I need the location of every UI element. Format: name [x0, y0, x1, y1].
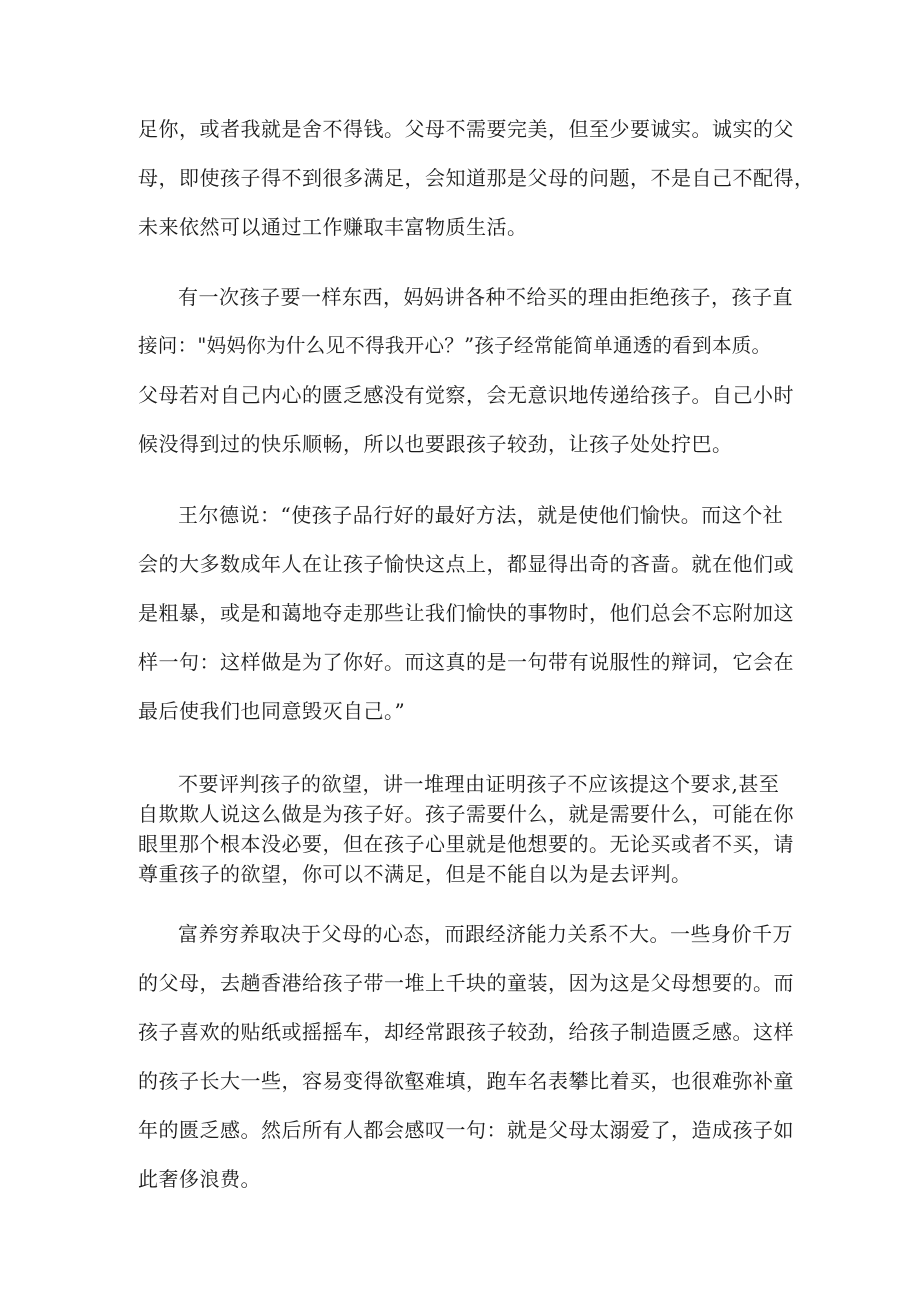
paragraph-5-line-4: 的孩子长大一些，容易变得欲壑难填，跑车名表攀比着买，也很难弥补童 — [138, 1069, 794, 1093]
paragraph-3-line-5: 最后使我们也同意毁灭自己。” — [138, 699, 406, 723]
paragraph-3-line-2: 会的大多数成年人在让孩子愉快这点上，都显得出奇的吝啬。就在他们或 — [138, 552, 794, 576]
paragraph-5-line-3: 孩子喜欢的贴纸或摇摇车，却经常跟孩子较劲，给孩子制造匮乏感。这样 — [138, 1020, 794, 1044]
paragraph-4-line-2: 自欺欺人说这么做是为孩子好。孩子需要什么，就是需要什么，可能在你 — [138, 802, 794, 826]
paragraph-4-line-1: 不要评判孩子的欲望，讲一堆理由证明孩子不应该提这个要求,甚至 — [178, 772, 780, 796]
paragraph-4-line-4: 尊重孩子的欲望，你可以不满足，但是不能自以为是去评判。 — [138, 862, 692, 886]
paragraph-3-line-4: 样一句：这样做是为了你好。而这真的是一句带有说服性的辩词，它会在 — [138, 650, 794, 674]
paragraph-1-line-3: 未来依然可以通过工作赚取丰富物质生活。 — [138, 215, 528, 239]
paragraph-5-line-6: 此奢侈浪费。 — [138, 1167, 261, 1191]
paragraph-2-line-2: 接问："妈妈你为什么见不得我开心？”孩子经常能简单通透的看到本质。 — [138, 334, 772, 357]
paragraph-2-line-1: 有一次孩子要一样东西，妈妈讲各种不给买的理由拒绝孩子，孩子直 — [178, 285, 793, 309]
paragraph-3-line-1: 王尔德说：“使孩子品行好的最好方法，就是使他们愉快。而这个社 — [178, 503, 784, 527]
paragraph-5-line-2: 的父母，去趟香港给孩子带一堆上千块的童装，因为这是父母想要的。而 — [138, 971, 794, 995]
paragraph-2-line-4: 候没得到过的快乐顺畅，所以也要跟孩子较劲，让孩子处处拧巴。 — [138, 432, 733, 456]
paragraph-5-line-1: 富养穷养取决于父母的心态，而跟经济能力关系不大。一些身价千万 — [178, 922, 793, 946]
paragraph-2-line-3: 父母若对自己内心的匮乏感没有觉察，会无意识地传递给孩子。自己小时 — [138, 383, 794, 407]
paragraph-4-line-3: 眼里那个根本没必要，但在孩子心里就是他想要的。无论买或者不买，请 — [138, 832, 794, 856]
paragraph-1-line-1: 足你，或者我就是舍不得钱。父母不需要完美，但至少要诚实。诚实的父 — [138, 117, 794, 141]
paragraph-1-line-2: 母，即使孩子得不到很多满足，会知道那是父母的问题，不是自己不配得， — [138, 166, 815, 190]
paragraph-3-line-3: 是粗暴，或是和蔼地夺走那些让我们愉快的事物时，他们总会不忘附加这 — [138, 601, 794, 625]
paragraph-5-line-5: 年的匮乏感。然后所有人都会感叹一句：就是父母太溺爱了，造成孩子如 — [138, 1118, 794, 1142]
